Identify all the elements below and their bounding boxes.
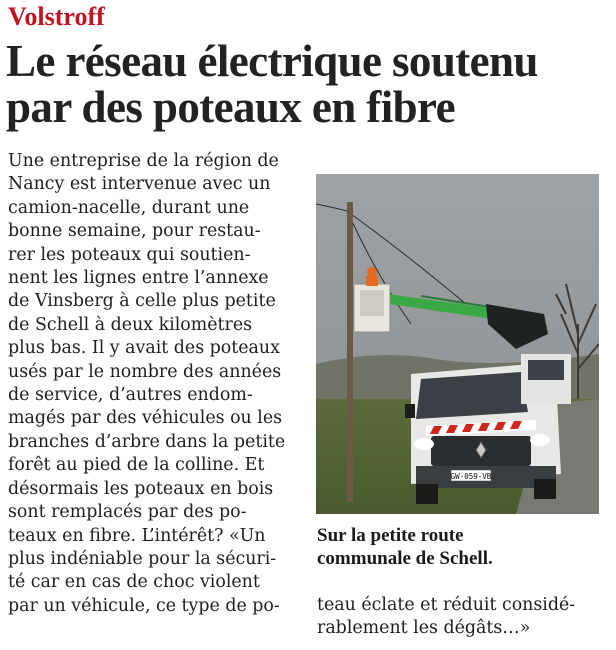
headline-line-2: par des poteaux en fibre: [6, 82, 455, 132]
article-photo: [316, 174, 599, 514]
body-line: rablement les dégâts…»: [317, 618, 531, 639]
body-line: rer les poteaux qui soutien-: [8, 244, 251, 265]
headline-line-1: Le réseau électrique soutenu: [6, 36, 538, 86]
body-line: de Schell à deux kilomètres: [8, 314, 253, 335]
body-line: nent les lignes entre l’annexe: [8, 268, 269, 289]
body-line: de service, d’autres endom-: [8, 385, 253, 406]
body-line: forêt au pied de la colline. Et: [8, 455, 265, 476]
body-line: plus bas. Il y avait des poteaux: [8, 338, 280, 359]
body-line: désormais les poteaux en bois: [8, 478, 274, 499]
caption-line-2: communale de Schell.: [317, 548, 493, 569]
caption-line-1: Sur la petite route: [317, 525, 464, 546]
body-line: branches d’arbre dans la petite: [8, 431, 286, 452]
body-line: de Vinsberg à celle plus petite: [8, 291, 276, 312]
body-line: Une entreprise de la région de: [8, 151, 279, 171]
license-plate: GW-059-VB: [450, 472, 492, 481]
section-kicker: Volstroff: [8, 2, 105, 31]
body-line: teaux en fibre. L’intérêt? «Un: [8, 525, 266, 546]
body-line: teau éclate et réduit considé-: [317, 595, 576, 615]
body-line: magés par des véhicules ou les: [8, 408, 283, 429]
photo-caption: [317, 524, 607, 570]
body-line: plus indéniable pour la sécuri-: [8, 548, 277, 569]
body-line: usés par le nombre des années: [8, 361, 282, 382]
body-line: par un véhicule, ce type de po-: [8, 595, 280, 616]
body-line: sont remplacés par des po-: [8, 502, 247, 523]
body-line: bonne semaine, pour restau-: [8, 221, 261, 242]
article-body: [8, 150, 293, 618]
body-line: camion-nacelle, durant une: [8, 197, 250, 218]
body-line: té car en cas de choc violent: [8, 572, 260, 593]
headline: [6, 38, 606, 130]
body-line: Nancy est intervenue avec un: [8, 174, 271, 195]
article-body-continuation: [317, 594, 607, 641]
